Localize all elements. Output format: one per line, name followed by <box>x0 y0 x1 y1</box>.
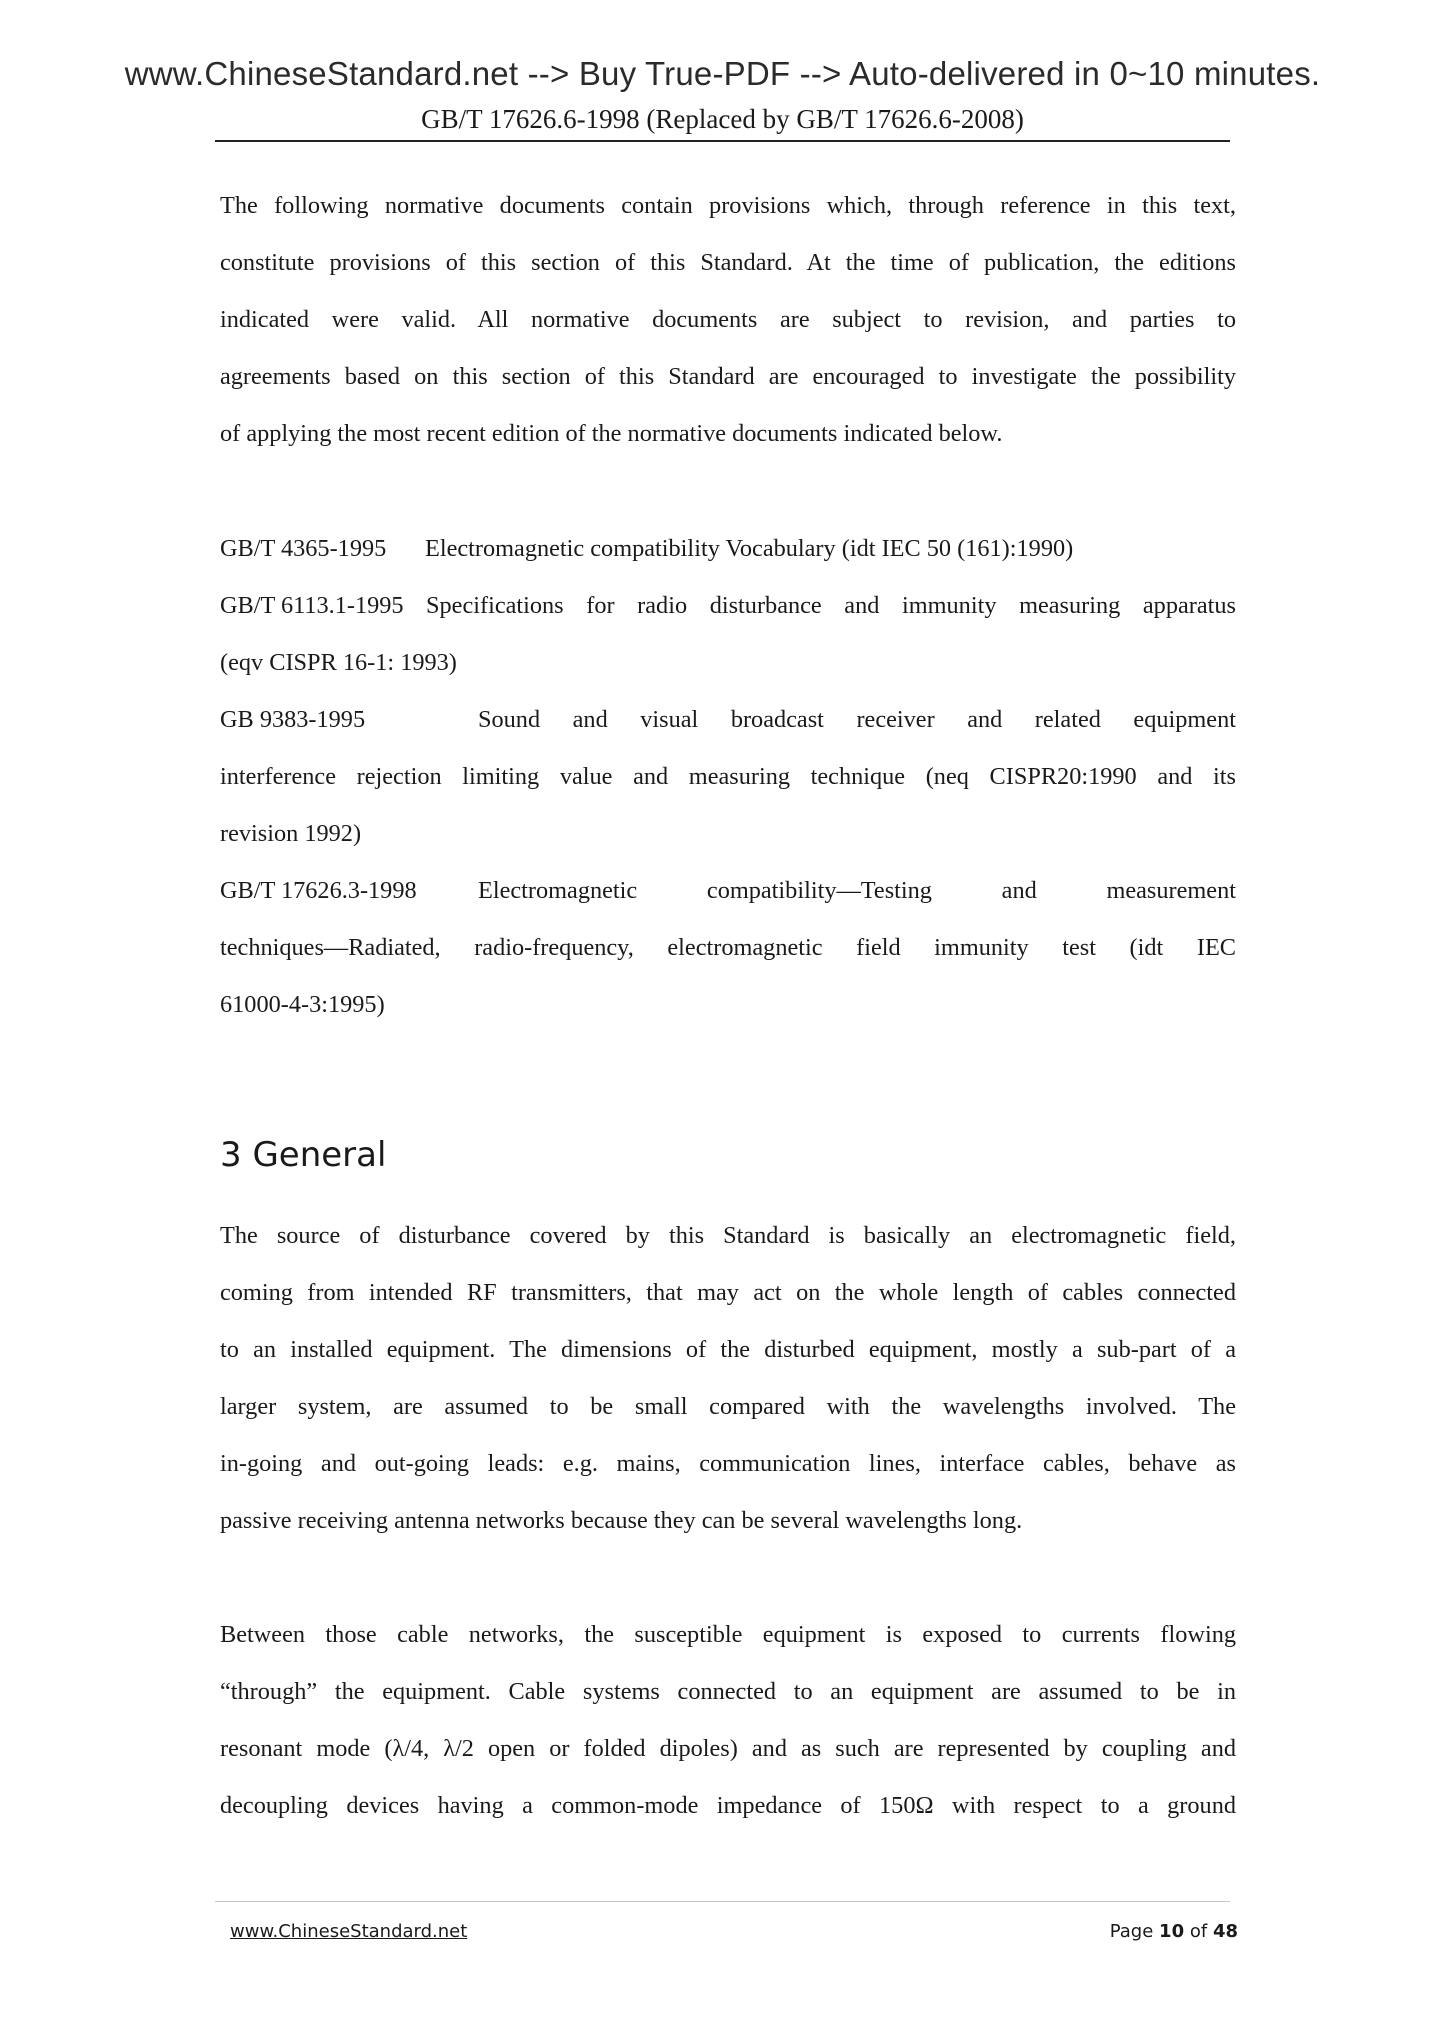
text-line: constitute provisions of this section of this Standard. At the time of publication, the editions <box>220 249 1236 276</box>
reference-continuation <box>220 634 1236 691</box>
reference-title: (eqv CISPR 16-1: 1993) <box>220 649 457 676</box>
text-line: decoupling devices having a common-mode impedance of 150Ω with respect to a ground <box>220 1792 1236 1819</box>
reference-continuation: interference rejection limiting value and measuring technique (neq CISPR20:1990 and its <box>220 763 1236 790</box>
reference-item <box>220 520 1236 577</box>
page-label: Page <box>1109 1921 1154 1942</box>
text-line: in-going and out-going leads: e.g. mains, communication lines, interface cables, behave as <box>220 1450 1236 1477</box>
site-banner[interactable]: www.ChineseStandard.net --> Buy True-PDF --> Auto-delivered in 0~10 minutes. <box>124 55 1321 92</box>
footer-divider <box>215 1901 1230 1902</box>
text-line: indicated were valid. All normative documents are subject to revision, and parties to <box>220 306 1236 333</box>
text-line: larger system, are assumed to be small compared with the wavelengths involved. The <box>220 1393 1236 1420</box>
total-pages: 48 <box>1212 1921 1238 1942</box>
reference-code: GB/T 6113.1-1995 <box>220 592 404 619</box>
reference-title: Electromagnetic compatibility—Testing and measurement <box>478 877 1236 904</box>
reference-continuation: techniques—Radiated, radio-frequency, electromagnetic field immunity test (idt IEC <box>220 934 1236 961</box>
reference-item <box>220 577 1236 634</box>
reference-title: Sound and visual broadcast receiver and related equipment <box>478 706 1236 733</box>
reference-code: GB 9383-1995 <box>220 706 366 733</box>
reference-item <box>220 862 1236 919</box>
reference-item <box>220 691 1236 748</box>
intro-paragraph <box>220 177 1236 462</box>
header-divider <box>215 140 1230 142</box>
reference-continuation: revision 1992) <box>220 820 362 847</box>
reference-code: GB/T 17626.3-1998 <box>220 877 417 904</box>
text-line: coming from intended RF transmitters, that may act on the whole length of cables connected <box>220 1279 1236 1306</box>
document-title: GB/T 17626.6-1998 (Replaced by GB/T 17626.6-2008) <box>421 104 1024 134</box>
current-page: 10 <box>1159 1921 1185 1942</box>
text-line: resonant mode (λ/4, λ/2 open or folded dipoles) and as such are represented by coupling and <box>220 1735 1236 1762</box>
text-line: passive receiving antenna networks because they can be several wavelengths long. <box>220 1507 1023 1534</box>
reference-title: Electromagnetic compatibility Vocabulary (idt IEC 50 (161):1990) <box>425 535 1074 562</box>
footer-website-link[interactable]: www.ChineseStandard.net <box>230 1921 468 1942</box>
page-of-label: of <box>1189 1921 1208 1942</box>
reference-code: GB/T 4365-1995 <box>220 535 387 562</box>
text-line: of applying the most recent edition of the normative documents indicated below. <box>220 420 1003 447</box>
text-line: “through” the equipment. Cable systems connected to an equipment are assumed to be in <box>220 1678 1236 1705</box>
section-paragraph-2 <box>220 1606 1236 1834</box>
reference-title: Specifications for radio disturbance and immunity measuring apparatus <box>426 592 1236 619</box>
text-line: to an installed equipment. The dimensions of the disturbed equipment, mostly a sub-part of a <box>220 1336 1236 1363</box>
text-line: The following normative documents contain provisions which, through reference in this text, <box>220 192 1236 219</box>
section-heading: 3 General <box>220 1135 387 1175</box>
text-line: agreements based on this section of this Standard are encouraged to investigate the possibility <box>220 363 1236 390</box>
text-line: Between those cable networks, the susceptible equipment is exposed to currents flowing <box>220 1621 1236 1648</box>
reference-continuation: 61000-4-3:1995) <box>220 991 385 1018</box>
text-line: The source of disturbance covered by this Standard is basically an electromagnetic field, <box>220 1222 1236 1249</box>
section-paragraph-1 <box>220 1207 1236 1549</box>
page-number <box>1110 1921 1238 1942</box>
